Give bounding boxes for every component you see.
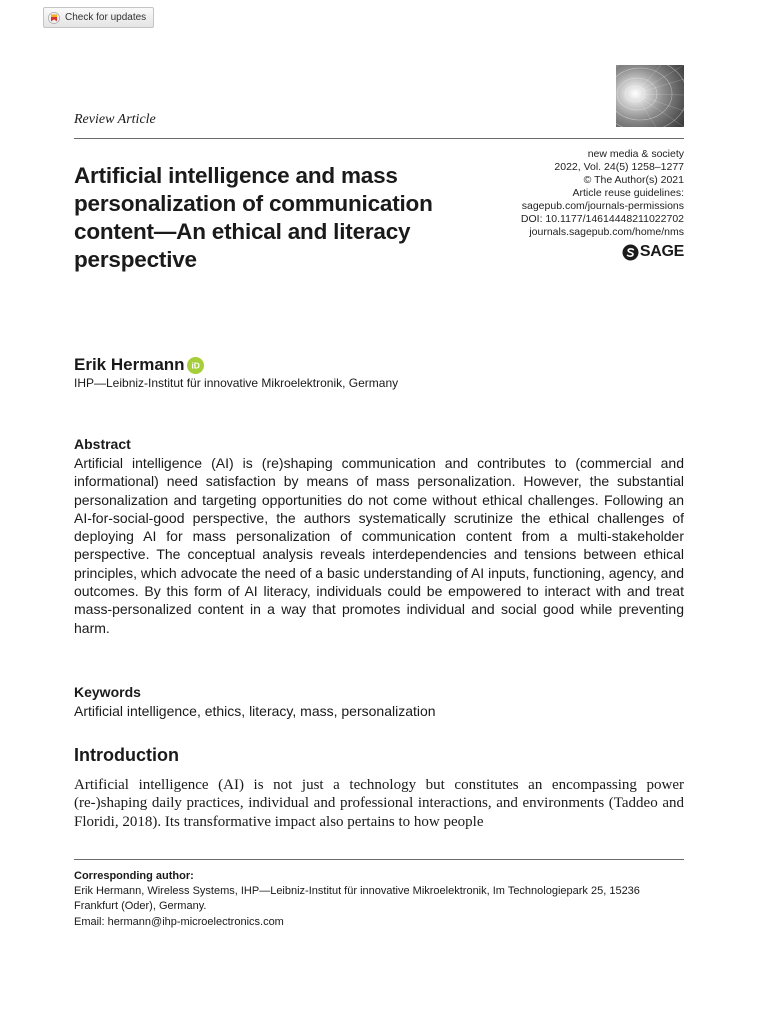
journal-info — [521, 148, 684, 239]
corresponding-author-heading: Corresponding author: — [74, 870, 194, 882]
footnote-divider — [74, 859, 684, 860]
journal-cover-thumbnail — [616, 65, 684, 127]
sage-logo-text: SAGE — [639, 243, 684, 260]
corresponding-author-details — [74, 884, 686, 930]
abstract-text: Artificial intelligence (AI) is (re)shaping communication and contributes to (commercial and informational) need satisfaction by means of mass personalization. However, the substantial personalization and targeting opportunities do not come without ethical challenges. Following an AI-for-social-good perspective, the authors systematically scrutinize the ethical challenges of deploying AI for mass personalization of communication content from a multi-stakeholder perspective. The conceptual analysis reveals interdependencies and tensions between ethical principles, which advocate the need of a basic understanding of AI inputs, functioning, agency, and outcomes. By this form of AI literacy, individuals could be empowered to interact with and treat mass-personalized content in a way that promotes individual and social good while preventing harm. — [74, 455, 684, 636]
journal-name: new media & society — [587, 148, 684, 160]
introduction-heading: Introduction — [74, 745, 179, 765]
keywords-heading: Keywords — [74, 684, 141, 700]
introduction-text: Artificial intelligence (AI) is not just a technology but constitutes an encompassing power (re-)shaping daily practices, individual and professional interactions, and environments (Taddeo and Floridi, 2018). Its transformative impact also pertains to how people — [74, 777, 684, 830]
article-type: Review Article — [74, 112, 156, 127]
abstract-heading: Abstract — [74, 436, 131, 452]
author-name[interactable]: Erik Hermann — [74, 355, 185, 374]
reuse-guidelines-label: Article reuse guidelines: — [572, 187, 684, 199]
sage-logo — [622, 243, 684, 261]
article-title: Artificial intelligence and mass personalization of communication content—An ethical and literacy perspective — [74, 163, 433, 272]
check-for-updates-label: Check for updates — [65, 12, 147, 23]
doi-link[interactable]: DOI: 10.1177/14614448211022702 — [520, 213, 684, 225]
keywords-text: Artificial intelligence, ethics, literacy, mass, personalization — [74, 703, 436, 719]
check-for-updates-button[interactable] — [43, 7, 154, 28]
sage-logo-icon — [622, 244, 639, 261]
crossmark-icon — [48, 12, 60, 24]
header-divider — [74, 138, 684, 139]
author-affiliation: IHP—Leibniz-Institut für innovative Mikroelektronik, Germany — [74, 376, 399, 390]
svg-text:iD: iD — [190, 360, 200, 371]
journal-home-link[interactable]: journals.sagepub.com/home/nms — [529, 226, 684, 238]
corresponding-author-email[interactable]: Email: hermann@ihp-microelectronics.com — [74, 915, 284, 928]
journal-volume: 2022, Vol. 24(5) 1258–1277 — [554, 161, 684, 173]
corresponding-author-address: Erik Hermann, Wireless Systems, IHP—Leibniz-Institut für innovative Mikroelektronik, Im Technologiepark 25, 15236 Frankfurt (Oder), Germany. — [74, 885, 640, 913]
copyright: © The Author(s) 2021 — [583, 174, 684, 186]
author — [74, 355, 204, 375]
orcid-icon[interactable] — [187, 357, 204, 374]
permissions-link[interactable]: sagepub.com/journals-permissions — [521, 200, 684, 212]
